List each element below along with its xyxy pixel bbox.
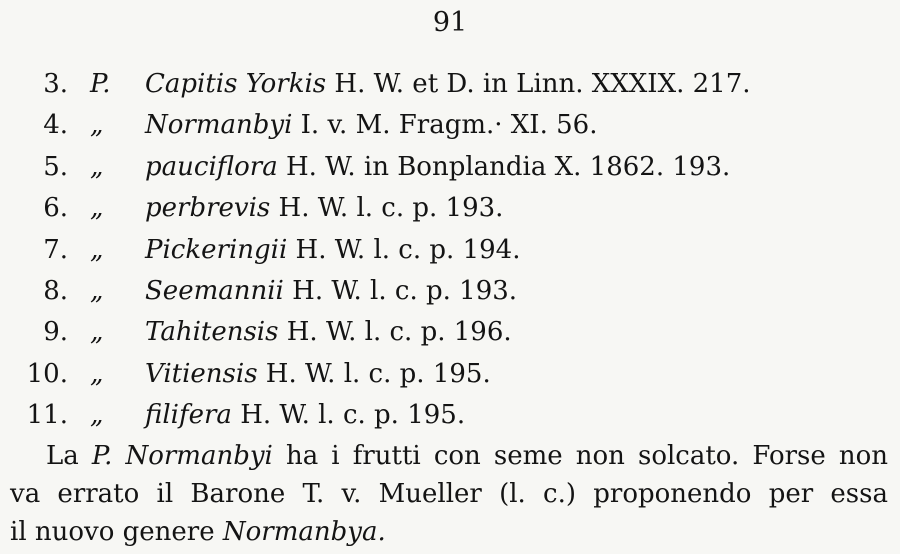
entry-number: 9. [43,317,68,348]
species-citation: H. W. l. c. p. 194. [295,234,521,265]
genus-abbreviation: P. [90,69,111,99]
species-name: Seemannii [145,275,284,306]
paragraph-line-3 [10,513,888,551]
ditto-mark: „ [90,193,104,224]
list-item [0,354,900,395]
species-citation: H. W. l. c. p. 193. [278,193,504,224]
entry-number: 3. [43,69,68,99]
entry-number: 7. [43,234,68,265]
species-citation: H. W. in Bonplandia X. 1862. 193. [285,151,731,182]
species-name: perbrevis [145,193,271,224]
ditto-mark: „ [90,317,104,348]
species-citation: H. W. l. c. p. 196. [286,317,512,348]
paragraph-text: ha i frutti con seme non solcato. Forse non [285,441,889,471]
entry-number: 6. [43,193,68,224]
page-number: 91 [432,7,468,38]
species-citation: I. v. M. Fragm.· XI. 56. [300,110,598,141]
paragraph-text: il nuovo genere [10,517,215,547]
list-item [0,188,900,229]
list-item [0,271,900,312]
species-reference: P. Normanbyi [91,441,273,471]
paragraph-text: La [46,441,79,471]
species-name: filifera [145,400,232,431]
list-item [0,64,900,105]
paragraph-line-1 [10,437,888,475]
species-name: Tahitensis [145,317,279,348]
list-item [0,147,900,188]
species-list [0,64,900,437]
species-name: Capitis Yorkis [145,69,327,99]
entry-number: 5. [43,151,68,182]
list-item [0,395,900,436]
ditto-mark: „ [90,151,104,182]
species-citation: H. W. et D. in Linn. XXXIX. 217. [334,69,751,99]
species-citation: H. W. l. c. p. 195. [240,400,466,431]
species-name: Pickeringii [145,234,288,265]
genus-reference: Normanbya. [222,517,386,547]
list-item [0,105,900,146]
list-item [0,230,900,271]
species-name: Vitiensis [145,358,258,389]
ditto-mark: „ [90,275,104,306]
species-name: pauciflora [145,151,278,182]
entry-number: 4. [43,110,68,141]
entry-number: 11. [26,400,68,431]
ditto-mark: „ [90,358,104,389]
species-citation: H. W. l. c. p. 195. [265,358,491,389]
entry-number: 10. [26,358,68,389]
entry-number: 8. [43,275,68,306]
list-item [0,312,900,353]
species-name: Normanbyi [145,110,293,141]
paragraph-line-2: va errato il Barone T. v. Mueller (l. c.) proponendo per essa [10,479,888,509]
ditto-mark: „ [90,110,104,141]
closing-paragraph [10,437,888,551]
species-citation: H. W. l. c. p. 193. [292,275,518,306]
ditto-mark: „ [90,234,104,265]
ditto-mark: „ [90,400,104,431]
